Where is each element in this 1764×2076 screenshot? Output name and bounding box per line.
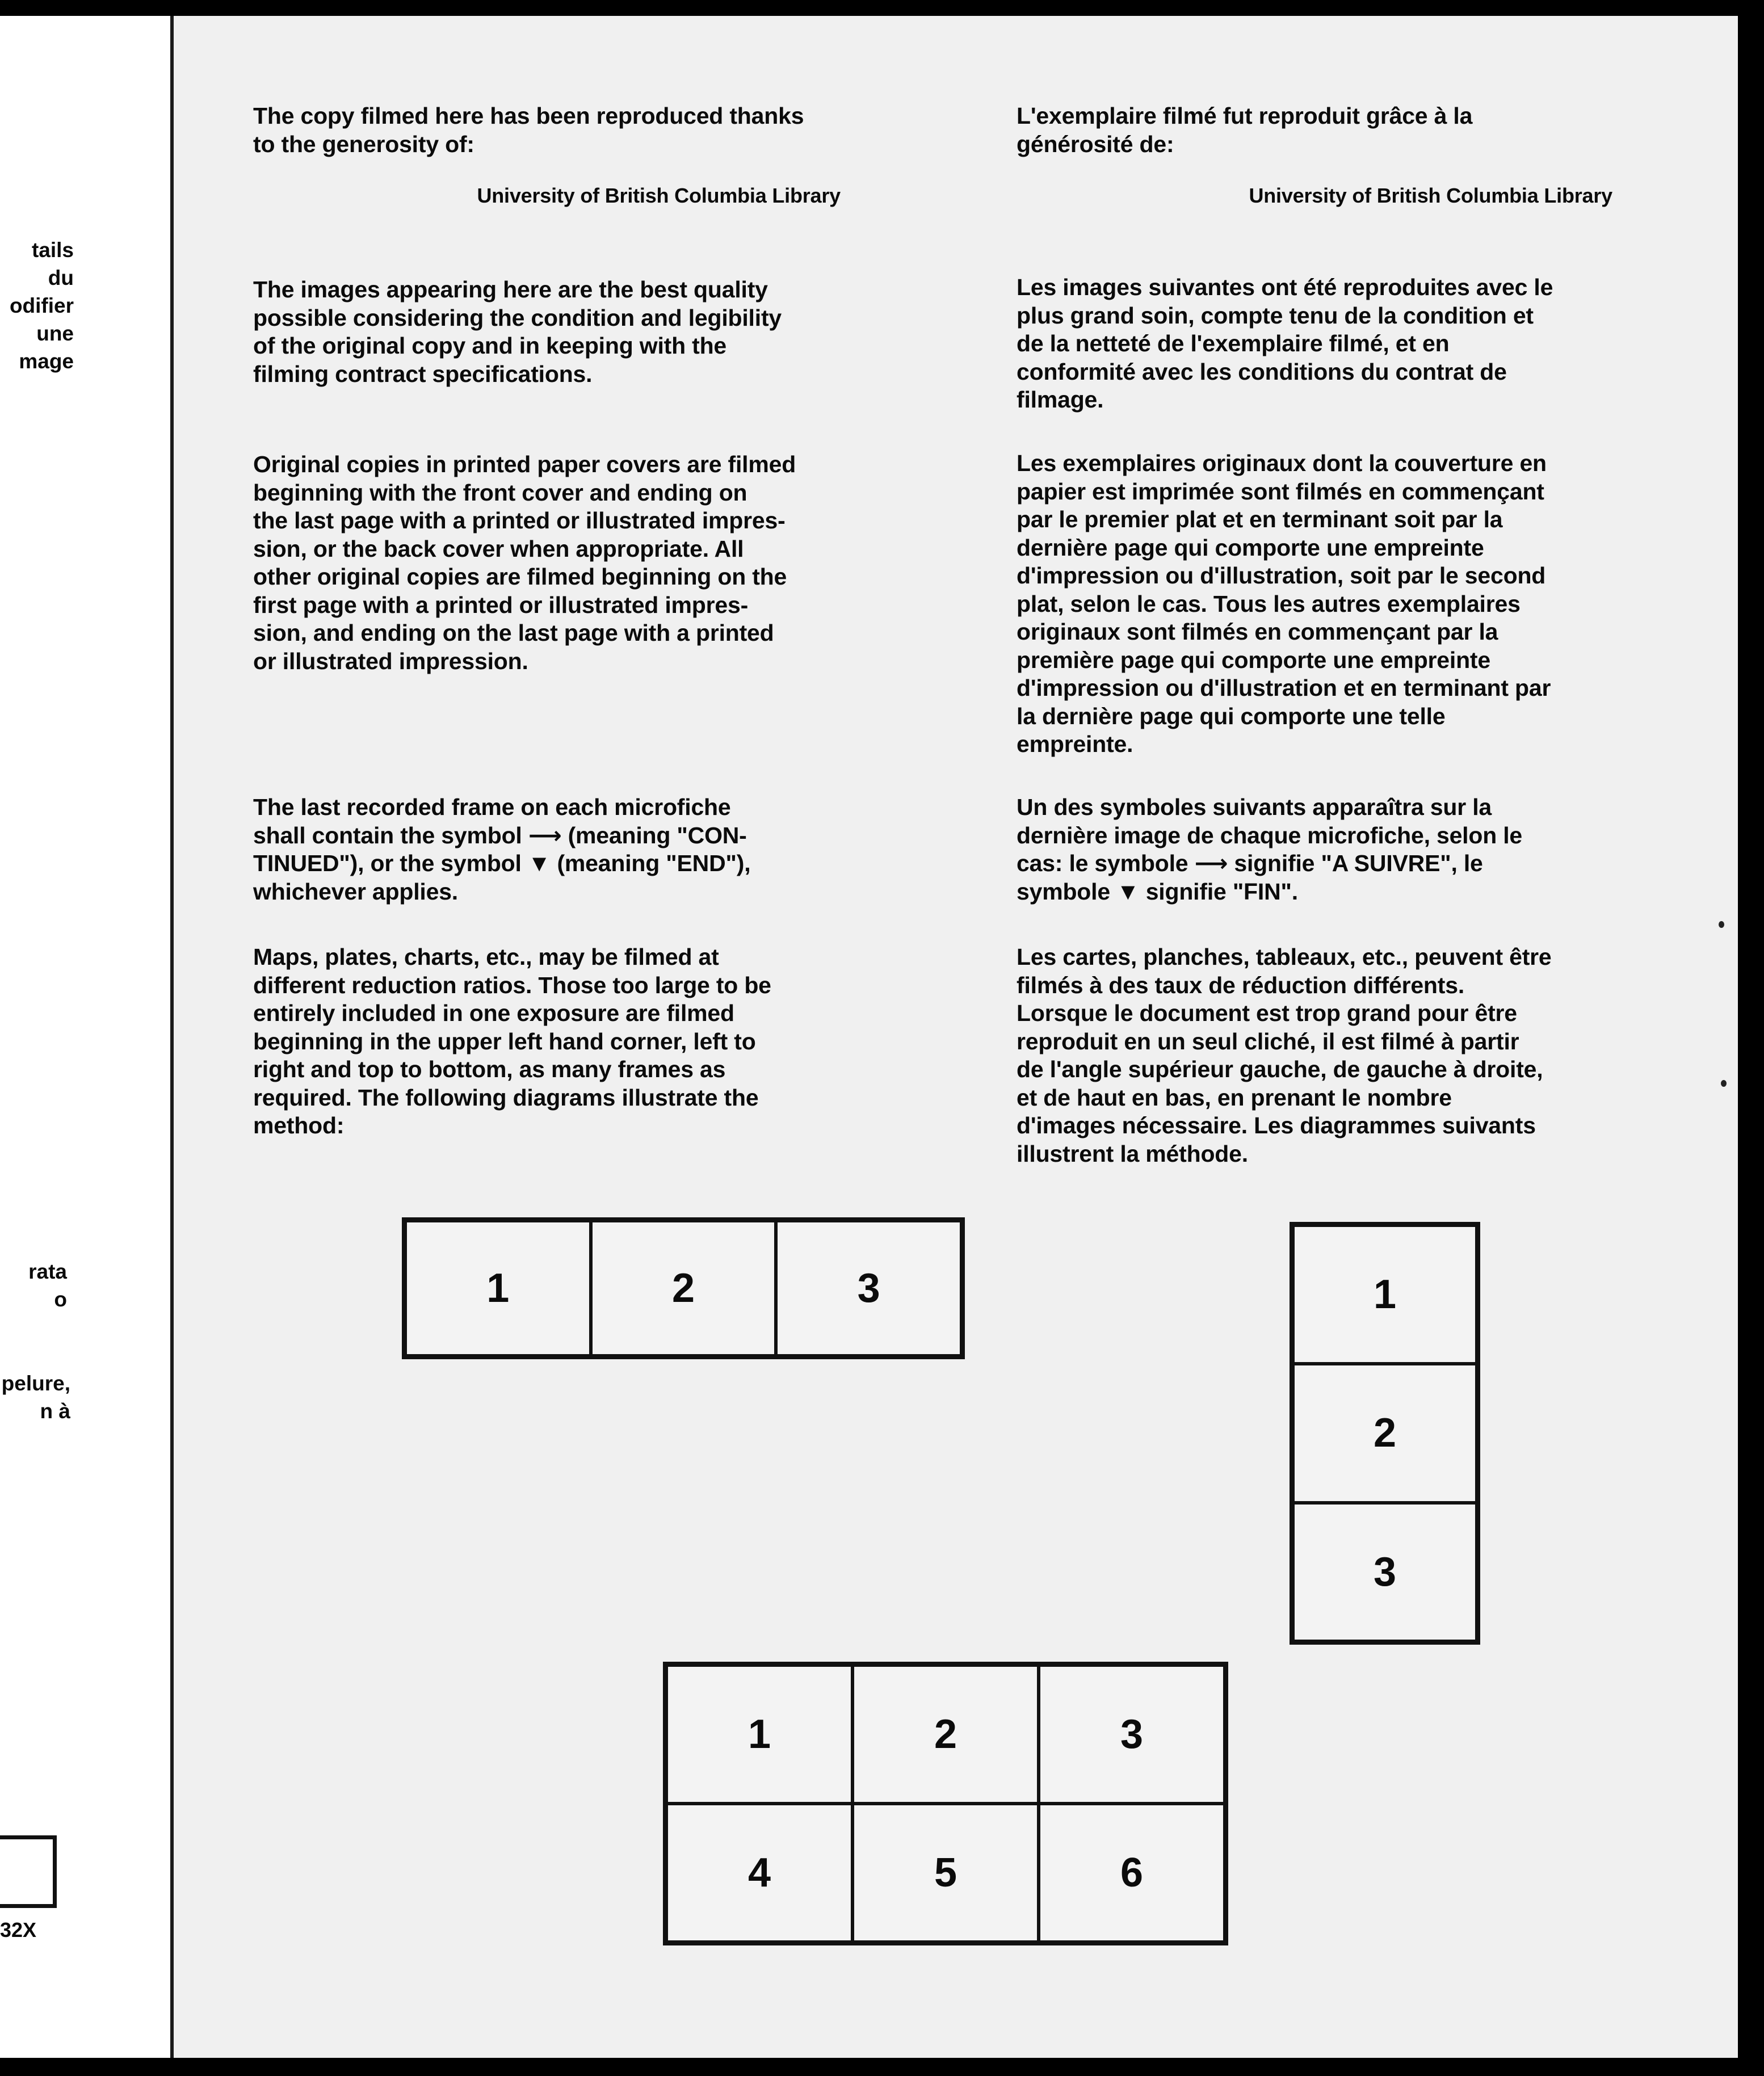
- frame-cell: 4: [666, 1804, 852, 1942]
- scan-speck: [1721, 1080, 1727, 1087]
- frame-cell: 2: [1293, 1364, 1477, 1502]
- cut-off-text-middle: rata o: [28, 1260, 67, 1311]
- frame-cell: 1: [666, 1665, 852, 1804]
- cut-off-text-top: tails du odifier une mage: [9, 238, 74, 373]
- frame-cell: 1: [1293, 1225, 1477, 1364]
- en-thanks-paragraph: The copy filmed here has been reproduced thanks to the generosity of:: [253, 103, 804, 157]
- frame-cell: 6: [1039, 1804, 1225, 1942]
- reduction-target-box: [0, 1835, 57, 1908]
- cut-off-text-lower: pelure, n à: [1, 1372, 70, 1423]
- frame-cell: 2: [852, 1665, 1039, 1804]
- fr-covers-paragraph: Les exemplaires originaux dont la couverture en papier est imprimée sont filmés en commençant par le premier plat et en terminant soit par la dernière page qui comporte une empreinte d'impression ou d'illustration, soit par le second plat, selon le cas. Tous les autres exemplaires originaux sont filmés en commençant par la première page qui comporte une empreinte d'impression ou d'illustration et en terminant par la dernière page qui comporte une telle empreinte.: [1017, 450, 1551, 757]
- fr-library-name: University of British Columbia Library: [1249, 184, 1612, 207]
- fr-symbols-paragraph: Un des symboles suivants apparaîtra sur la dernière image de chaque microfiche, selon le cas: le symbole ⟶ signifie "A SUIVRE", le symbole ▼ signifie "FIN".: [1017, 794, 1523, 905]
- diagram-vertical-frames: [1290, 1222, 1480, 1645]
- scanned-page: [0, 16, 1738, 2058]
- scan-speck: [1719, 921, 1724, 928]
- en-symbols-paragraph: The last recorded frame on each microfiche shall contain the symbol ⟶ (meaning "CON- TINUED"), or the symbol ▼ (meaning "END"), whichever applies.: [253, 794, 751, 905]
- en-quality-paragraph: The images appearing here are the best quality possible considering the condition and legibility of the original copy and in keeping with the filming contract specifications.: [253, 276, 782, 387]
- frame-cell: 3: [776, 1221, 961, 1356]
- en-library-name: University of British Columbia Library: [477, 184, 841, 207]
- frame-cell: 5: [852, 1804, 1039, 1942]
- frame-cell: 3: [1293, 1503, 1477, 1641]
- en-maps-paragraph: Maps, plates, charts, etc., may be filmed at different reduction ratios. Those too large to be entirely included in one exposure are filmed beginning in the upper left hand corner, left to right and top to bottom, as many frames as required. The following diagrams illustrate the method:: [253, 944, 771, 1138]
- diagram-horizontal-frames: [402, 1217, 965, 1359]
- frame-cell: 2: [591, 1221, 776, 1356]
- reduction-label: 32X: [0, 1918, 37, 1941]
- frame-cell: 1: [405, 1221, 591, 1356]
- fr-thanks-paragraph: L'exemplaire filmé fut reproduit grâce à la générosité de:: [1017, 103, 1473, 157]
- fr-quality-paragraph: Les images suivantes ont été reproduites avec le plus grand soin, compte tenu de la condition et de la netteté de l'exemplaire filmé, et en conformité avec les conditions du contrat de filmage.: [1017, 274, 1553, 413]
- fr-maps-paragraph: Les cartes, planches, tableaux, etc., peuvent être filmés à des taux de réduction différents. Lorsque le document est trop grand pour être reproduit en un seul cliché, il est filmé à partir de l'angle supérieur gauche, de gauche à droite, et de haut en bas, en prenant le nombre d'images nécessaire. Les diagrammes suivants illustrent la méthode.: [1017, 944, 1552, 1167]
- en-covers-paragraph: Original copies in printed paper covers are filmed beginning with the front cover and ending on the last page with a printed or illustrated impres- sion, or the back cover when appropriate. All other original copies are filmed beginning on the first page with a printed or illustrated impres- sion, and ending on the last page with a printed or illustrated impression.: [253, 451, 796, 674]
- diagram-grid-frames: [663, 1662, 1228, 1945]
- frame-cell: 3: [1039, 1665, 1225, 1804]
- previous-page-strip: [0, 16, 174, 2058]
- filming-notice: [174, 16, 1738, 2058]
